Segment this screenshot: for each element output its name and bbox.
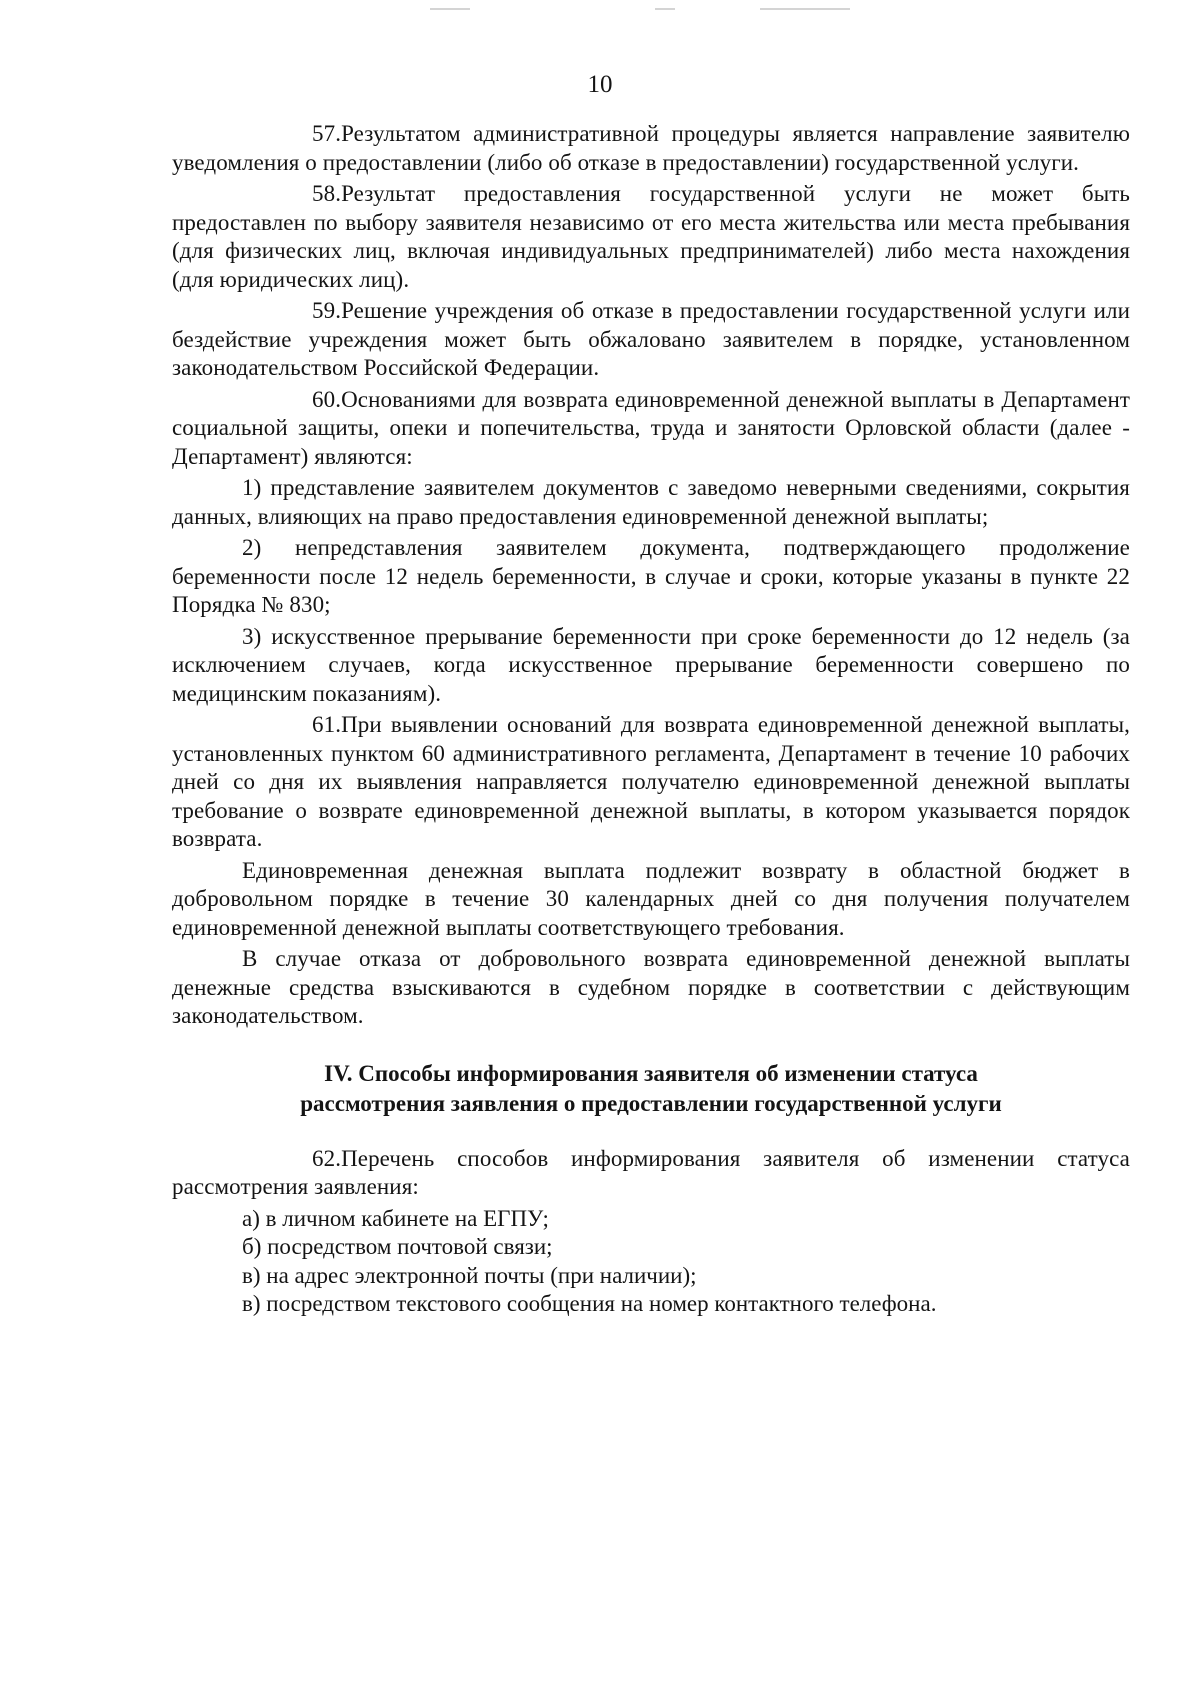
paragraph-text: Результатом административной процедуры является направление заявителю уведомления о предоставлении (либо об отказе в предоставлении) государственной услуги. <box>172 121 1130 175</box>
paragraph-62 <box>172 1145 1130 1202</box>
paragraph-60-item-1 <box>172 474 1130 531</box>
paragraph-text: В случае отказа от добровольного возврата единовременной денежной выплаты денежные средства взыскиваются в судебном порядке в соответствии с действующим законодательством. <box>172 946 1130 1028</box>
paragraph-59 <box>172 297 1130 383</box>
list-item: в) посредством текстового сообщения на номер контактного телефона. <box>242 1291 937 1316</box>
scan-artifact <box>760 8 850 10</box>
paragraph-61-return <box>172 857 1130 943</box>
scan-artifact <box>430 8 470 10</box>
paragraph-number: 60. <box>312 386 342 412</box>
paragraph-number: 59. <box>312 298 342 323</box>
paragraph-text: 1) представление заявителем документов с заведомо неверными сведениями, сокрытия данных, влияющих на право предоставления единовременной денежной выплаты; <box>172 475 1130 529</box>
paragraph-text: Результат предоставления государственной услуги не может быть предоставлен по выбору заявителя независимо от его места жительства или места пребывания (для физических лиц, включая индивидуальных предпринимателей) либо места нахождения (для юридических лиц). <box>172 181 1130 292</box>
paragraph-text: 2) непредставления заявителем документа, подтверждающего продолжение беременности после 12 недель беременности, в случае и сроки, которые указаны в пункте 22 Порядка № 830; <box>172 535 1130 617</box>
paragraph-61 <box>172 711 1130 854</box>
paragraph-58 <box>172 180 1130 294</box>
paragraph-60-item-2 <box>172 534 1130 620</box>
list-item: б) посредством почтовой связи; <box>242 1234 553 1259</box>
paragraph-number: 61. <box>312 712 342 737</box>
paragraph-text: Перечень способов информирования заявителя об изменении статуса рассмотрения заявления: <box>172 1145 1130 1199</box>
paragraph-text: Решение учреждения об отказе в предоставлении государственной услуги или бездействие учреждения может быть обжаловано заявителем в порядке, установленном законодательством Российской Федерации. <box>172 298 1130 380</box>
paragraph-text: Единовременная денежная выплата подлежит возврату в областной бюджет в добровольном порядке в течение 30 календарных дней со дня получения получателем единовременной денежной выплаты соответствующего требования. <box>172 857 1130 940</box>
paragraph-number: 58. <box>312 181 342 206</box>
paragraph-text: Основаниями для возврата единовременной денежной выплаты в Департамент социальной защиты, опеки и попечительства, труда и занятости Орловской области (далее - Департамент) являются: <box>172 386 1130 469</box>
paragraph-60 <box>172 386 1130 472</box>
scan-artifact <box>655 8 675 10</box>
paragraph-number: 57. <box>312 121 342 146</box>
page-number: 10 <box>587 71 613 98</box>
paragraph-60-item-3 <box>172 623 1130 709</box>
paragraph-61-refusal <box>172 945 1130 1031</box>
section-heading <box>172 1059 1130 1119</box>
paragraph-57 <box>172 120 1130 177</box>
list-item: а) в личном кабинете на ЕГПУ; <box>242 1205 549 1231</box>
paragraph-number: 62. <box>312 1145 342 1171</box>
paragraph-text: При выявлении оснований для возврата единовременной денежной выплаты, установленных пунктом 60 административного регламента, Департамент в течение 10 рабочих дней со дня их выявления направляется получателю единовременной денежной выплаты требование о возврате единовременной денежной выплаты, в котором указывается порядок возврата. <box>172 712 1130 851</box>
list-item: в) на адрес электронной почты (при наличии); <box>242 1262 697 1288</box>
document-body <box>172 120 1130 1319</box>
section-heading-line-1: IV. Способы информирования заявителя об изменении статуса <box>324 1060 978 1086</box>
section-heading-line-2: рассмотрения заявления о предоставлении государственной услуги <box>300 1090 1002 1116</box>
paragraph-text: 3) искусственное прерывание беременности при сроке беременности до 12 недель (за исключением случаев, когда искусственное прерывание беременности совершено по медицинским показаниям). <box>172 623 1130 706</box>
